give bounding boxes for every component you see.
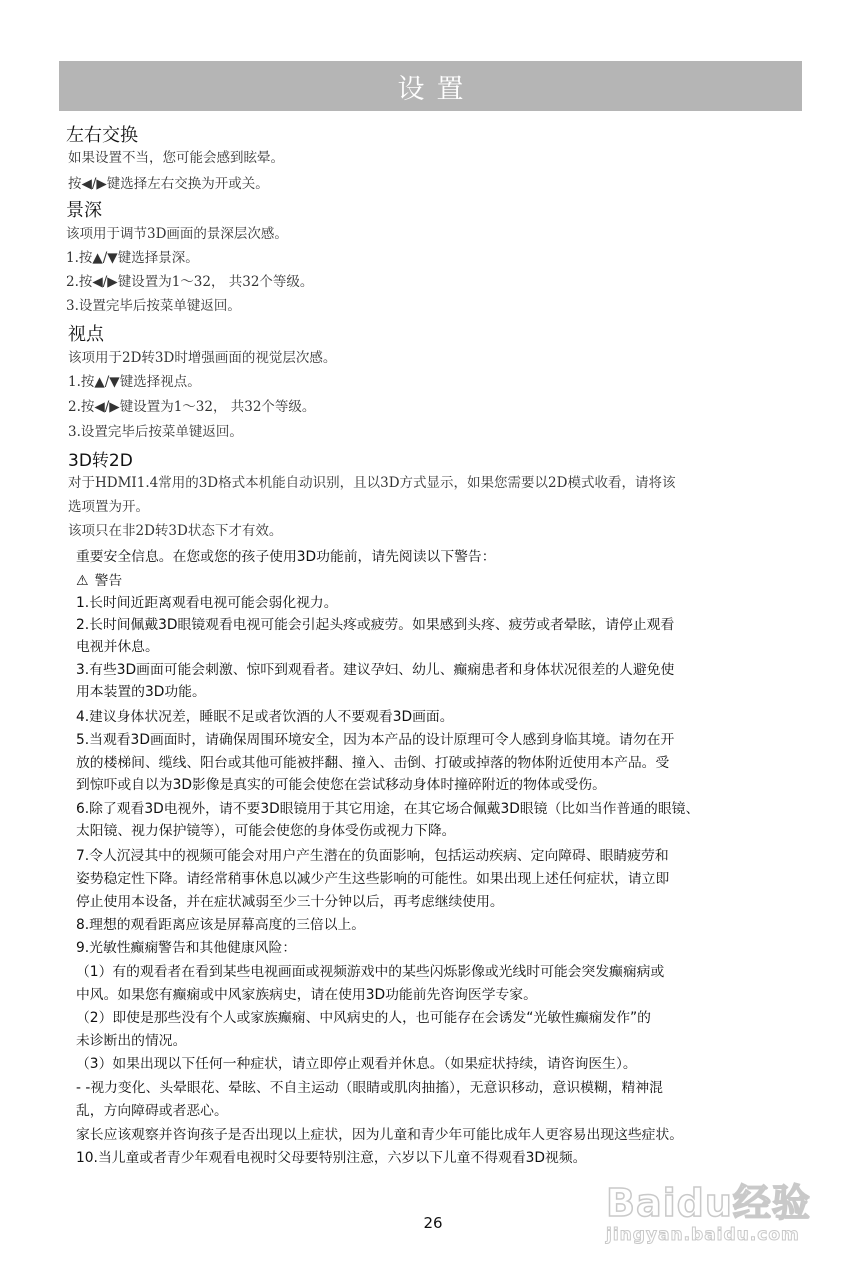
warning-line: 7.令人沉浸其中的视频可能会对用户产生潜在的负面影响，包括运动疾病、定向障碍、眼睛疲劳和 bbox=[76, 848, 669, 864]
page-number: 26 bbox=[423, 1214, 443, 1232]
warning-line: 放的楼梯间、缆线、阳台或其他可能被拌翻、撞入、击倒、打破或掉落的物体附近使用本产品。受 bbox=[76, 755, 670, 771]
warning-line: 姿势稳定性下降。请经常稍事休息以减少产生这些影响的可能性。如果出现上述任何症状，请立即 bbox=[76, 871, 670, 887]
header-bar bbox=[59, 61, 802, 111]
warning-line: 太阳镜、视力保护镜等），可能会使您的身体受伤或视力下降。 bbox=[76, 823, 456, 839]
warning-line: 停止使用本设备，并在症状减弱至少三十分钟以后，再考虑继续使用。 bbox=[76, 894, 504, 910]
text-line: 3.设置完毕后按菜单键返回。 bbox=[68, 424, 243, 440]
baidu-jingyan-watermark bbox=[606, 1172, 826, 1262]
warning-label: 警告 bbox=[94, 573, 123, 589]
warning-line: - -视力变化、头晕眼花、晕眩、不自主运动（眼睛或肌肉抽搐），无意识移动，意识模糊，精神混 bbox=[76, 1080, 663, 1096]
section-title-left-right-swap: 左右交换 bbox=[66, 125, 138, 146]
warning-line: 5.当观看3D画面时，请确保周围环境安全，因为本产品的设计原理可令人感到身临其境。请勿在开 bbox=[76, 732, 675, 748]
warning-line: （2）即使是那些没有个人或家族癫痫、中风病史的人，也可能存在会诱发“光敏性癫痫发作”的 bbox=[76, 1010, 651, 1026]
section-title-depth: 景深 bbox=[66, 200, 102, 221]
section-title-3d-to-2d: 3D转2D bbox=[68, 451, 133, 471]
warning-line: （1）有的观看者在看到某些电视画面或视频游戏中的某些闪烁影像或光线时可能会突发癫痫病或 bbox=[76, 964, 665, 980]
text-line: 1.按▲/▼键选择景深。 bbox=[66, 250, 199, 266]
warning-line: （3）如果出现以下任何一种症状，请立即停止观看并休息。（如果症状持续，请咨询医生）。 bbox=[76, 1056, 637, 1072]
text-line: 对于HDMI1.4常用的3D格式本机能自动识别，且以3D方式显示，如果您需要以2D模式收看，请将该 bbox=[68, 475, 676, 491]
warning-line: 10.当儿童或者青少年观看电视时父母要特别注意，六岁以下儿童不得观看3D视频。 bbox=[76, 1150, 587, 1166]
warning-line: 中风。如果您有癫痫或中风家族病史，请在使用3D功能前先咨询医学专家。 bbox=[76, 987, 537, 1003]
text-line: 该项用于调节3D画面的景深层次感。 bbox=[66, 226, 288, 242]
warning-line: 用本装置的3D功能。 bbox=[76, 684, 206, 700]
warning-line: 到惊吓或自以为3D影像是真实的可能会使您在尝试移动身体时撞碎附近的物体或受伤。 bbox=[76, 777, 606, 793]
section-title-viewpoint: 视点 bbox=[68, 324, 104, 345]
text-line: 2.按◀/▶键设置为1～32， 共32个等级。 bbox=[68, 399, 316, 415]
warning-intro: 重要安全信息。在您或您的孩子使用3D功能前，请先阅读以下警告： bbox=[76, 549, 496, 565]
warning-line: 6.除了观看3D电视外，请不要3D眼镜用于其它用途，在其它场合佩戴3D眼镜（比如当作普通的眼镜、 bbox=[76, 801, 700, 817]
text-line: 按◀/▶键选择左右交换为开或关。 bbox=[68, 176, 269, 192]
text-line: 选项置为开。 bbox=[68, 499, 149, 515]
text-line: 1.按▲/▼键选择视点。 bbox=[68, 374, 201, 390]
text-line: 如果设置不当，您可能会感到眩晕。 bbox=[68, 150, 284, 166]
warning-triangle-icon: ⚠ bbox=[76, 573, 89, 589]
warning-line: 4.建议身体状况差，睡眠不足或者饮酒的人不要观看3D画面。 bbox=[76, 709, 454, 725]
watermark-url: jingyan.baidu.com bbox=[606, 1225, 800, 1245]
warning-line: 3.有些3D画面可能会刺激、惊吓到观看者。建议孕妇、幼儿、癫痫患者和身体状况很差的人避免使 bbox=[76, 662, 675, 678]
text-line: 3.设置完毕后按菜单键返回。 bbox=[66, 298, 241, 314]
warning-line: 未诊断出的情况。 bbox=[76, 1033, 187, 1049]
warning-line: 8.理想的观看距离应该是屏幕高度的三倍以上。 bbox=[76, 917, 366, 933]
watermark-logo: Baidu经验 bbox=[606, 1181, 811, 1225]
warning-line: 电视并休息。 bbox=[76, 639, 159, 655]
warning-line: 家长应该观察并咨询孩子是否出现以上症状，因为儿童和青少年可能比成年人更容易出现这些症状。 bbox=[76, 1127, 684, 1143]
page-title: 设置 bbox=[397, 73, 476, 105]
text-line: 该项用于2D转3D时增强画面的视觉层次感。 bbox=[68, 350, 337, 366]
warning-line: 9.光敏性癫痫警告和其他健康风险： bbox=[76, 940, 297, 956]
warning-line: 2.长时间佩戴3D眼镜观看电视可能会引起头疼或疲劳。如果感到头疼、疲劳或者晕眩，请停止观看 bbox=[76, 617, 675, 633]
text-line: 2.按◀/▶键设置为1～32， 共32个等级。 bbox=[66, 274, 314, 290]
warning-line: 1.长时间近距离观看电视可能会弱化视力。 bbox=[76, 595, 338, 611]
warning-heading bbox=[76, 569, 122, 589]
text-line: 该项只在非2D转3D状态下才有效。 bbox=[68, 523, 283, 539]
warning-line: 乱，方向障碍或者恶心。 bbox=[76, 1103, 228, 1119]
